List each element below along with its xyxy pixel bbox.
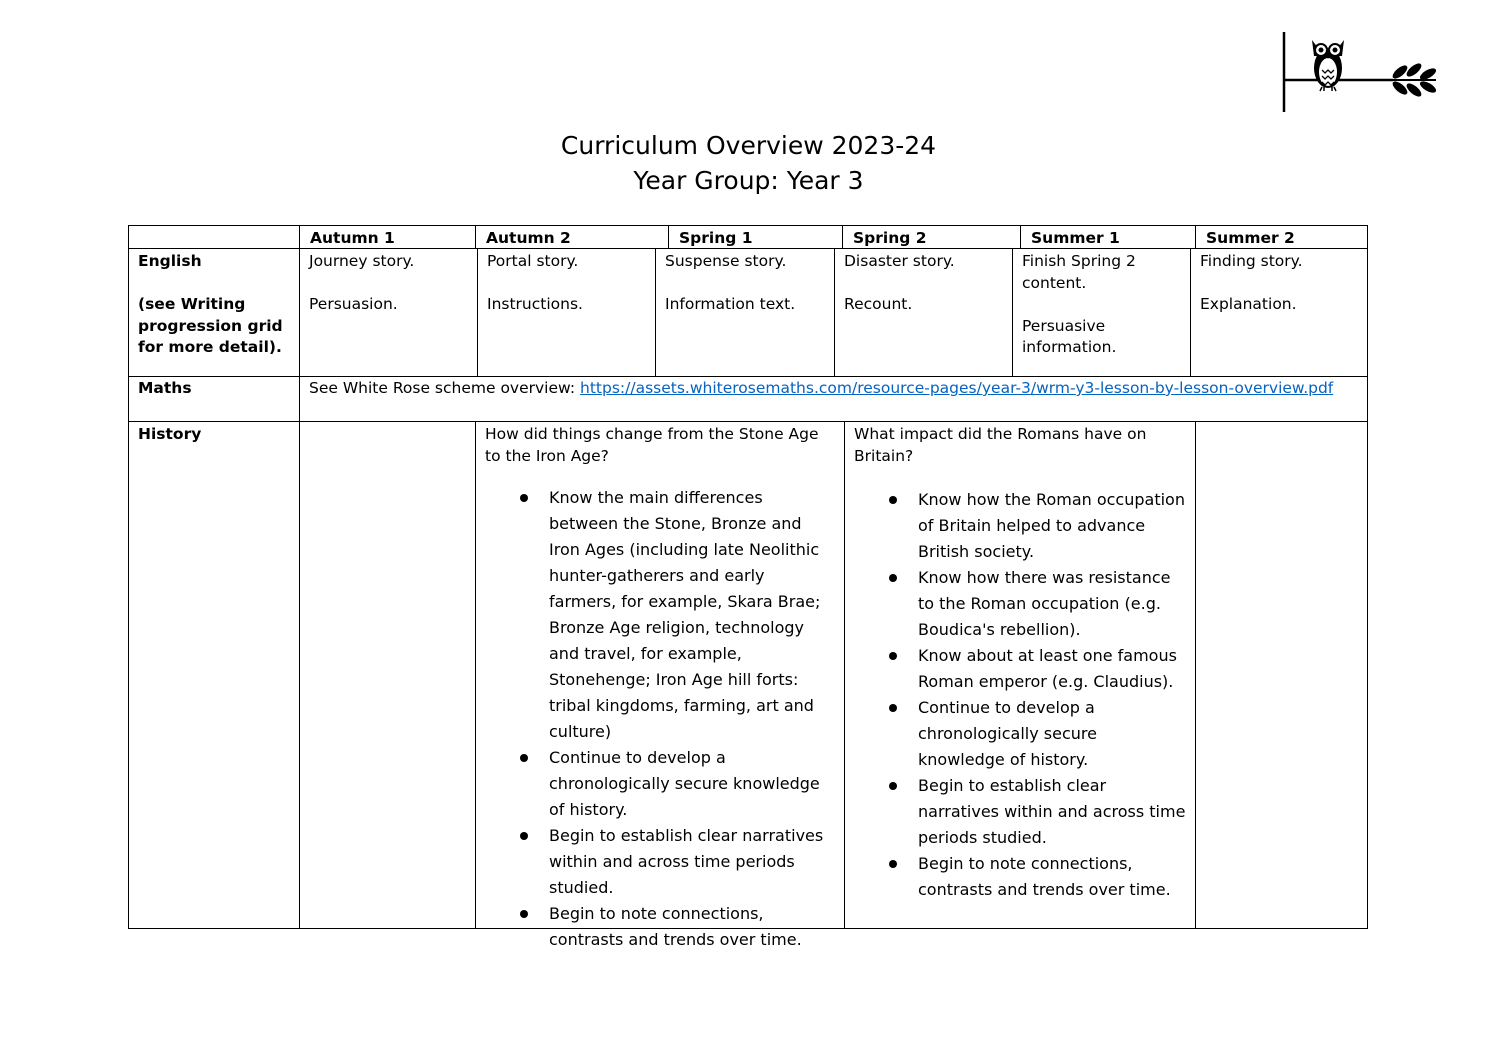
table-row-maths <box>128 376 1368 422</box>
english-summer-1 <box>1012 249 1190 376</box>
table-row-english <box>128 248 1368 377</box>
list-item: Begin to establish clear narratives within and across time periods studied. <box>549 823 836 901</box>
cell-text: Finding story. <box>1200 252 1303 270</box>
history-stone-to-iron-age <box>475 422 844 949</box>
history-question-romans: What impact did the Romans have on Britain? <box>854 425 1147 465</box>
english-label-cell <box>129 249 299 376</box>
cell-text: Disaster story. <box>844 252 955 270</box>
list-item: Know how the Roman occupation of Britain helped to advance British society. <box>918 487 1187 565</box>
list-item: Begin to note connections, contrasts and trends over time. <box>918 851 1187 903</box>
history-romans <box>844 422 1195 928</box>
column-spring-2: Spring 2 <box>842 226 1020 249</box>
column-spring-1: Spring 1 <box>668 226 842 249</box>
cell-text: Persuasion. <box>309 295 398 313</box>
page-title <box>0 128 1497 198</box>
english-autumn-1 <box>299 249 477 376</box>
english-note: (see Writing progression grid for more detail). <box>138 295 283 356</box>
cell-text: Explanation. <box>1200 295 1297 313</box>
table-header-row <box>128 225 1368 248</box>
document-title: Curriculum Overview 2023-24 <box>560 131 937 160</box>
history-autumn-1 <box>299 422 475 928</box>
column-summer-1: Summer 1 <box>1020 226 1195 249</box>
history-label: History <box>138 425 202 443</box>
list-item: Know about at least one famous Roman emperor (e.g. Claudius). <box>918 643 1187 695</box>
cell-text: Persuasive information. <box>1022 316 1117 356</box>
english-spring-2 <box>834 249 1012 376</box>
english-label: English <box>138 252 202 270</box>
list-item: Begin to note connections, contrasts and trends over time. <box>549 901 836 953</box>
list-item: Know how there was resistance to the Roman occupation (e.g. Boudica's rebellion). <box>918 565 1187 643</box>
list-item: Continue to develop a chronologically secure knowledge of history. <box>918 695 1187 773</box>
owl-logo-icon <box>1278 30 1438 114</box>
history-summer <box>1195 422 1366 928</box>
column-summer-2: Summer 2 <box>1195 226 1367 249</box>
maths-content <box>299 376 1366 421</box>
english-autumn-2 <box>477 249 655 376</box>
column-autumn-1: Autumn 1 <box>299 226 475 249</box>
cell-text: Recount. <box>844 295 913 313</box>
list-item: Continue to develop a chronologically secure knowledge of history. <box>549 745 836 823</box>
maths-label: Maths <box>138 379 192 397</box>
romans-objectives-list <box>854 487 1187 903</box>
list-item: Begin to establish clear narratives within and across time periods studied. <box>918 773 1187 851</box>
cell-text: Instructions. <box>487 295 583 313</box>
white-rose-link[interactable]: https://assets.whiterosemaths.com/resource-pages/year-3/wrm-y3-lesson-by-lesson-overview.pdf <box>580 379 1334 397</box>
cell-text: Portal story. <box>487 252 579 270</box>
list-item: Know the main differences between the Stone, Bronze and Iron Ages (including late Neolithic hunter-gatherers and early farmers, for example, Skara Brae; Bronze Age religion, technology and travel, for example, Stonehenge; Iron Age hill forts: tribal kingdoms, farming, art and culture) <box>549 485 836 745</box>
cell-text: Suspense story. <box>665 252 787 270</box>
cell-text: Information text. <box>665 295 796 313</box>
english-spring-1 <box>655 249 834 376</box>
column-autumn-2: Autumn 2 <box>475 226 668 249</box>
year-group-title: Year Group: Year 3 <box>633 166 864 195</box>
cell-text: Journey story. <box>309 252 415 270</box>
history-question-stone-age: How did things change from the Stone Age to the Iron Age? <box>485 425 819 465</box>
stone-age-objectives-list <box>485 485 836 953</box>
maths-text: See White Rose scheme overview: <box>309 379 581 397</box>
cell-text: Finish Spring 2 content. <box>1022 252 1136 292</box>
english-summer-2 <box>1190 249 1366 376</box>
table-row-history <box>128 421 1368 949</box>
